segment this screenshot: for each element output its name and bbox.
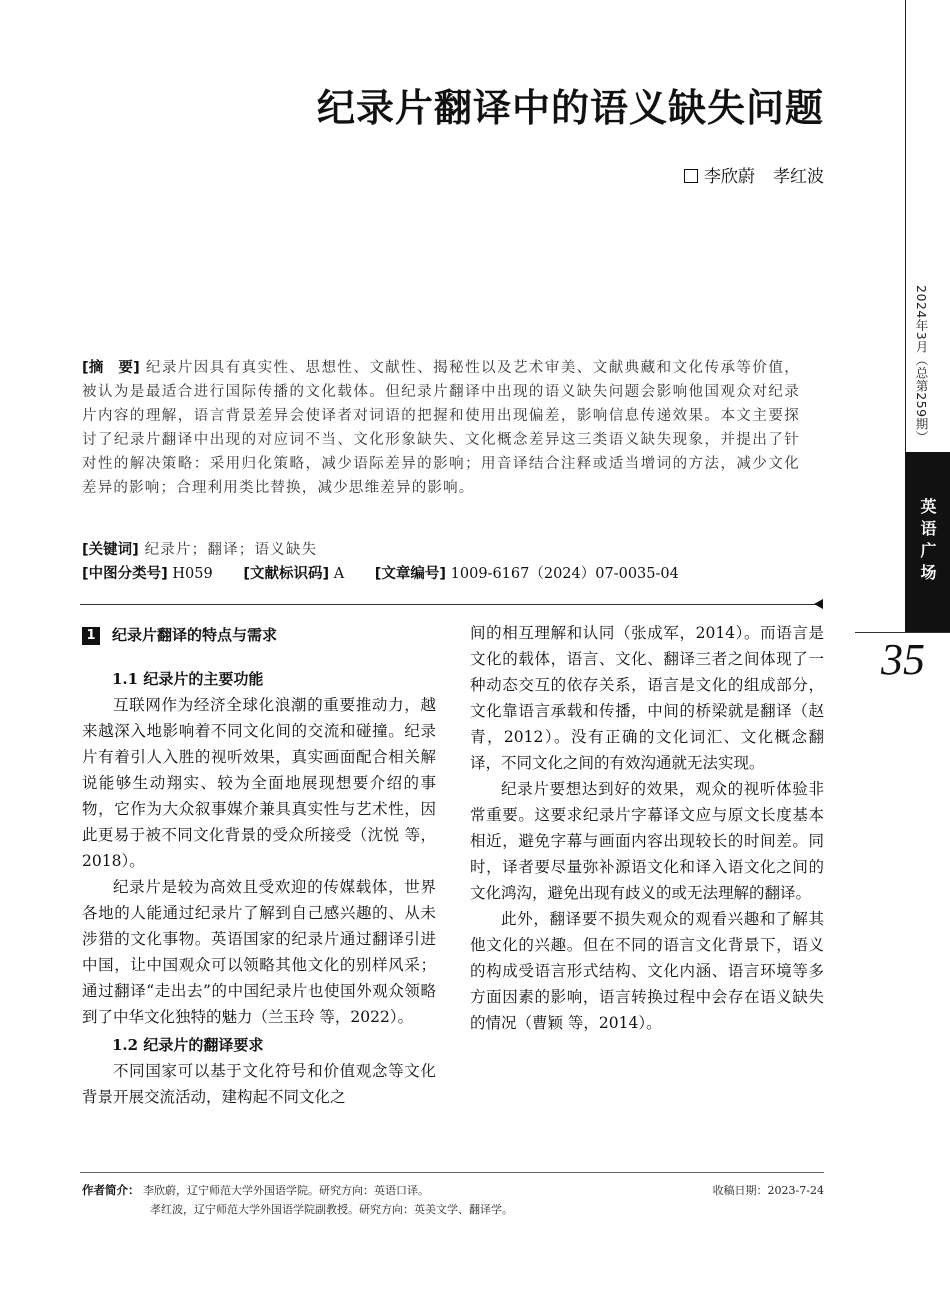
abstract-label: [摘 要] xyxy=(82,360,140,376)
keywords xyxy=(82,538,800,562)
document-code-value: A xyxy=(333,566,345,582)
author-note-text: 孝红波，辽宁师范大学外国语学院副教授。研究方向：英美文学、翻译学。 xyxy=(150,1203,513,1216)
separator-rule xyxy=(80,604,816,605)
section-number: 1 xyxy=(82,627,100,645)
abstract-text: 纪录片因具有真实性、思想性、文献性、揭秘性以及艺术审美、文献典藏和文化传承等价值，被认为是最适合进行国际传播的文化载体。但纪录片翻译中出现的语义缺失问题会影响他国观众对纪录片内容的理解，语言背景差异会使译者对词语的把握和使用出现偏差，影响信息传递效果。本文主要探讨了纪录片翻译中出现的对应词不当、文化形象缺失、文化概念差异这三类语义缺失现象，并提出了针对性的解决策略：采用归化策略，减少语际差异的影响；用音译结合注释或适当增词的方法，减少文化差异的影响；合理利用类比替换，减少思维差异的影响。 xyxy=(82,360,800,496)
author-name: 李欣蔚 xyxy=(704,167,755,187)
body-paragraph: 间的相互理解和认同（张成军，2014）。而语言是文化的载体，语言、文化、翻译三者之间体现了一种动态交互的依存关系，语言是文化的组成部分，文化靠语言承载和传播，中间的桥梁就是翻译（赵青，2012）。没有正确的文化词汇、文化概念翻译，不同文化之间的有效沟通就无法实现。 xyxy=(470,624,824,772)
arrow-left-icon xyxy=(814,599,823,609)
author-note-2 xyxy=(82,1200,824,1219)
body-paragraph: 纪录片是较为高效且受欢迎的传媒载体，世界各地的人能通过纪录片了解到自己感兴趣的、从未涉猎的文化事物。英语国家的纪录片通过翻译引进中国，让中国观众可以领略其他文化的别样风采；通过翻译“走出去”的中国纪录片也使国外观众领略到了中华文化独特的魅力（兰玉玲 等，2022）。 xyxy=(82,878,436,1026)
clc-number xyxy=(82,566,213,582)
received-date: 收稿日期：2023-7-24 xyxy=(712,1184,824,1197)
author-notes xyxy=(82,1181,824,1219)
body-paragraph: 互联网作为经济全球化浪潮的重要推动力，越来越深入地影响着不同文化间的交流和碰撞。纪录片有着引人入胜的视听效果，真实画面配合相关解说能够生动翔实、较为全面地展现想要介绍的事物，它作为大众叙事媒介兼具真实性与艺术性，因此更易于被不同文化背景的受众所接受（沈悦 等，2018）。 xyxy=(82,696,436,870)
body-paragraph: 纪录片要想达到好的效果，观众的视听体验非常重要。这要求纪录片字幕译文应与原文长度基本相近，避免字幕与画面内容出现较长的时间差。同时，译者要尽量弥补源语文化和译入语文化之间的文化鸿沟，避免出现有歧义的或无法理解的翻译。 xyxy=(470,780,824,902)
clc-value: H059 xyxy=(172,566,213,582)
article-id-label: [文章编号] xyxy=(374,566,447,582)
abstract xyxy=(82,356,800,500)
issue-date: 2024年3月（总第259期） xyxy=(914,285,929,444)
subsection-heading: 1.1 纪录片的主要功能 xyxy=(112,670,264,688)
subsection-heading: 1.2 纪录片的翻译要求 xyxy=(112,1036,264,1054)
body-paragraph: 不同国家可以基于文化符号和价值观念等文化背景开展交流活动，建构起不同文化之 xyxy=(82,1062,436,1106)
section-heading-text: 纪录片翻译的特点与需求 xyxy=(112,626,278,644)
section-heading xyxy=(82,622,436,648)
section-tab xyxy=(905,452,950,632)
classification-line xyxy=(82,562,822,586)
page-number: 35 xyxy=(881,635,925,684)
document-code-label: [文献标识码] xyxy=(243,566,330,582)
keywords-text: 纪录片；翻译；语义缺失 xyxy=(144,542,318,558)
keywords-label: [关键词] xyxy=(82,542,139,558)
column-right xyxy=(470,620,824,1036)
author-note-text: 李欣蔚，辽宁师范大学外国语学院。研究方向：英语口译。 xyxy=(143,1184,429,1197)
author-notes-label: 作者简介： xyxy=(82,1183,140,1197)
section-name: 英语广场 xyxy=(918,498,937,586)
column-left xyxy=(82,620,436,1110)
page-number-rule xyxy=(855,632,950,633)
document-code xyxy=(243,566,344,582)
body-paragraph: 此外，翻译要不损失观众的观看兴趣和了解其他文化的兴趣。但在不同的语言文化背景下，语义的构成受语言形式结构、文化内涵、语言环境等多方面因素的影响，语言转换过程中会存在语义缺失的情况（曹颖 等，2014）。 xyxy=(470,910,824,1032)
author-line xyxy=(500,166,824,188)
article-id xyxy=(375,566,679,582)
footnote-rule xyxy=(80,1172,824,1173)
clc-label: [中图分类号] xyxy=(82,566,168,582)
square-bullet-icon xyxy=(684,169,698,183)
author-name: 孝红波 xyxy=(773,167,824,187)
article-title: 纪录片翻译中的语义缺失问题 xyxy=(316,86,824,130)
article-id-value: 1009-6167（2024）07-0035-04 xyxy=(450,566,679,582)
